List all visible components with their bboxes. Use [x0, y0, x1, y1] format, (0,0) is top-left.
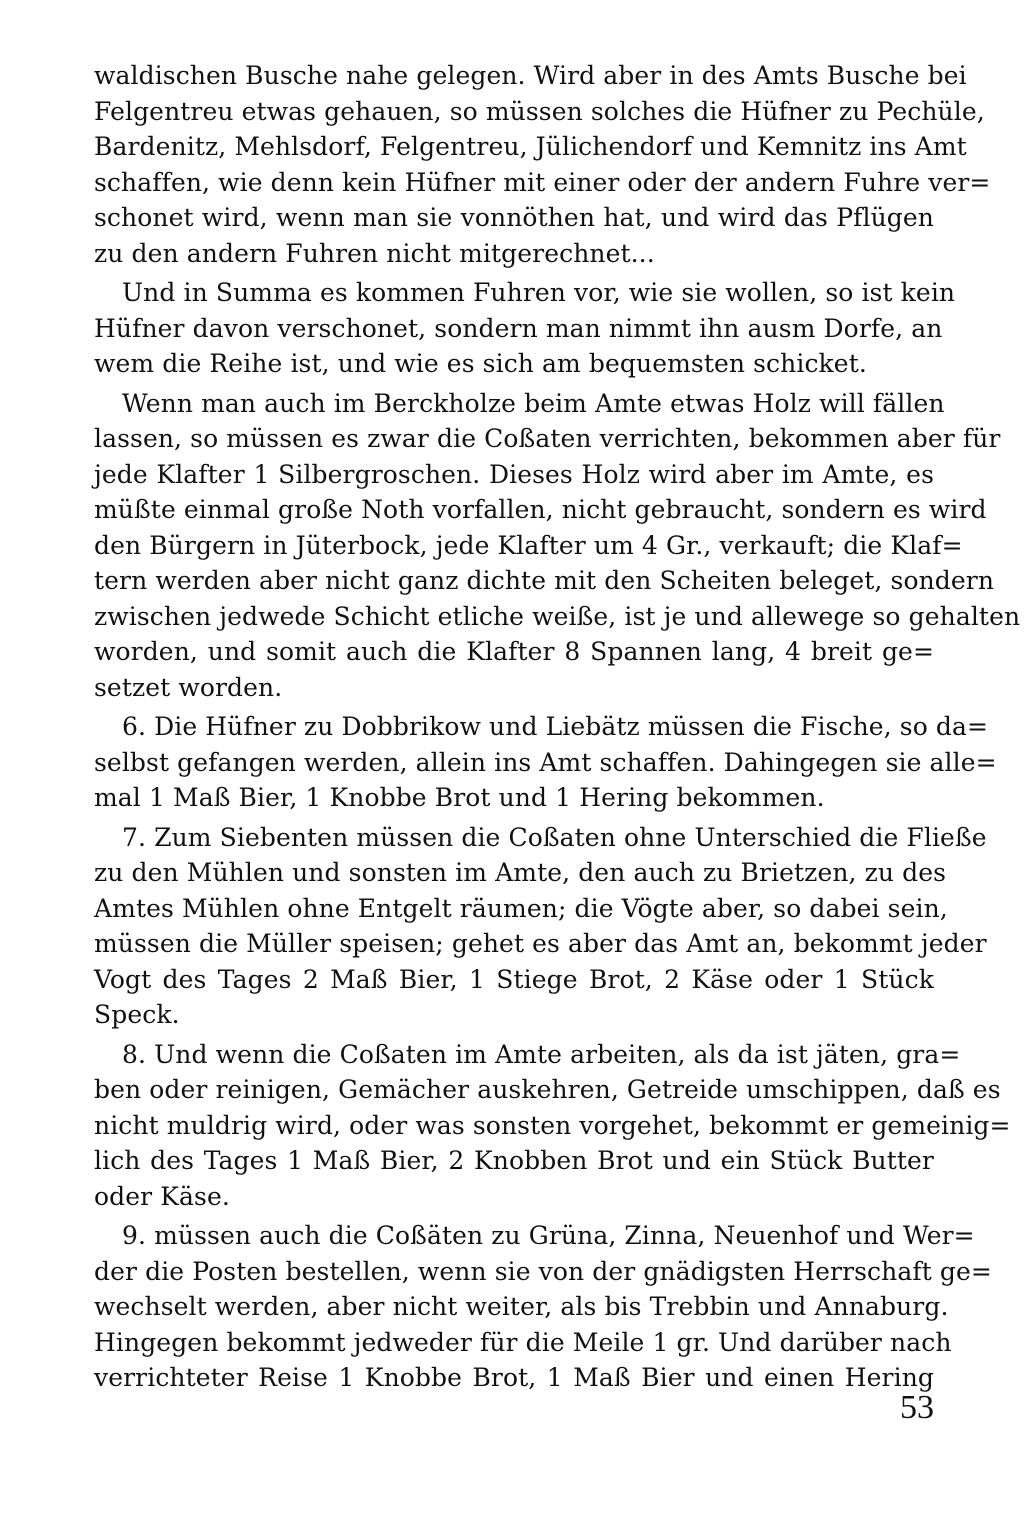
text-line: Und in Summa es kommen Fuhren vor, wie sie wollen, so ist kein	[122, 278, 956, 307]
paragraph	[94, 58, 991, 271]
text-line: 6. Die Hüfner zu Dobbrikow und Liebätz müssen die Fische, so da=	[122, 712, 989, 741]
text-line: mal 1 Maß Bier, 1 Knobbe Brot und 1 Hering bekommen.	[94, 783, 825, 812]
text-line: lassen, so müssen es zwar die Coßaten verrichten, bekommen aber für	[94, 424, 1001, 453]
text-line: zu den andern Fuhren nicht mitgerechnet...	[94, 238, 655, 268]
text-line: schaffen, wie denn kein Hüfner mit einer oder der andern Fuhre ver=	[94, 167, 991, 197]
text-line: Vogt des Tages 2 Maß Bier, 1 Stiege Brot, 2 Käse oder 1 Stück	[94, 964, 934, 994]
text-line: Wenn man auch im Berckholze beim Amte etwas Holz will fällen	[122, 388, 945, 418]
text-line: Felgentreu etwas gehauen, so müssen solches die Hüfner zu Pechüle,	[94, 96, 985, 126]
text-line: 7. Zum Siebenten müssen die Coßaten ohne Unterschied die Fließe	[122, 822, 987, 852]
text-line: den Bürgern in Jüterbock, jede Klafter um 4 Gr., verkauft; die Klaf=	[94, 530, 963, 560]
text-line: zwischen jedwede Schicht etliche weiße, ist je und allewege so gehalten	[94, 601, 1021, 631]
page-number: 53	[900, 1389, 934, 1426]
text-line: der die Posten bestellen, wenn sie von der gnädigsten Herrschaft ge=	[94, 1256, 992, 1286]
text-line: oder Käse.	[94, 1181, 230, 1211]
text-line: wem die Reihe ist, und wie es sich am bequemsten schicket.	[94, 349, 867, 378]
body-text	[94, 58, 1021, 1400]
paragraph	[94, 820, 987, 1033]
text-line: zu den Mühlen und sonsten im Amte, den auch zu Brietzen, zu des	[94, 858, 947, 887]
text-line: selbst gefangen werden, allein ins Amt schaffen. Dahingegen sie alle=	[94, 747, 997, 777]
paragraph	[94, 709, 997, 816]
text-line: lich des Tages 1 Maß Bier, 2 Knobben Brot und ein Stück Butter	[94, 1146, 934, 1175]
text-line: schonet wird, wenn man sie vonnöthen hat, und wird das Pflügen	[94, 203, 934, 232]
text-line: verrichteter Reise 1 Knobbe Brot, 1 Maß Bier und einen Hering	[94, 1363, 934, 1392]
text-line: nicht muldrig wird, oder was sonsten vorgehet, bekommt er gemeinig=	[94, 1110, 1011, 1140]
text-line: 8. Und wenn die Coßaten im Amte arbeiten, als da ist jäten, gra=	[122, 1039, 961, 1069]
paragraph	[94, 275, 956, 382]
text-line: waldischen Busche nahe gelegen. Wird aber in des Amts Busche bei	[94, 61, 967, 90]
text-line: müssen die Müller speisen; gehet es aber das Amt an, bekommt jeder	[94, 929, 987, 958]
text-line: tern werden aber nicht ganz dichte mit den Scheiten beleget, sondern	[94, 566, 995, 595]
paragraph	[94, 1037, 1011, 1215]
text-line: Amtes Mühlen ohne Entgelt räumen; die Vögte aber, so dabei sein,	[94, 893, 948, 923]
paragraph	[94, 1218, 992, 1396]
text-line: jede Klafter 1 Silbergroschen. Dieses Holz wird aber im Amte, es	[94, 459, 934, 489]
text-line: ben oder reinigen, Gemächer auskehren, Getreide umschippen, daß es	[94, 1075, 1001, 1104]
text-line: Hüfner davon verschonet, sondern man nimmt ihn ausm Dorfe, an	[94, 313, 943, 343]
text-line: Speck.	[94, 1000, 180, 1029]
text-line: 9. müssen auch die Coßäten zu Grüna, Zinna, Neuenhof und Wer=	[122, 1221, 975, 1250]
paragraph	[94, 386, 1021, 706]
text-line: wechselt werden, aber nicht weiter, als bis Trebbin und Annaburg.	[94, 1292, 949, 1321]
text-line: Hingegen bekommt jedweder für die Meile 1 gr. Und darüber nach	[94, 1327, 952, 1357]
text-line: worden, und somit auch die Klafter 8 Spannen lang, 4 breit ge=	[94, 637, 934, 666]
text-line: setzet worden.	[94, 672, 283, 702]
text-line: Bardenitz, Mehlsdorf, Felgentreu, Jülichendorf und Kemnitz ins Amt	[94, 132, 967, 161]
text-line: müßte einmal große Noth vorfallen, nicht gebraucht, sondern es wird	[94, 495, 987, 524]
